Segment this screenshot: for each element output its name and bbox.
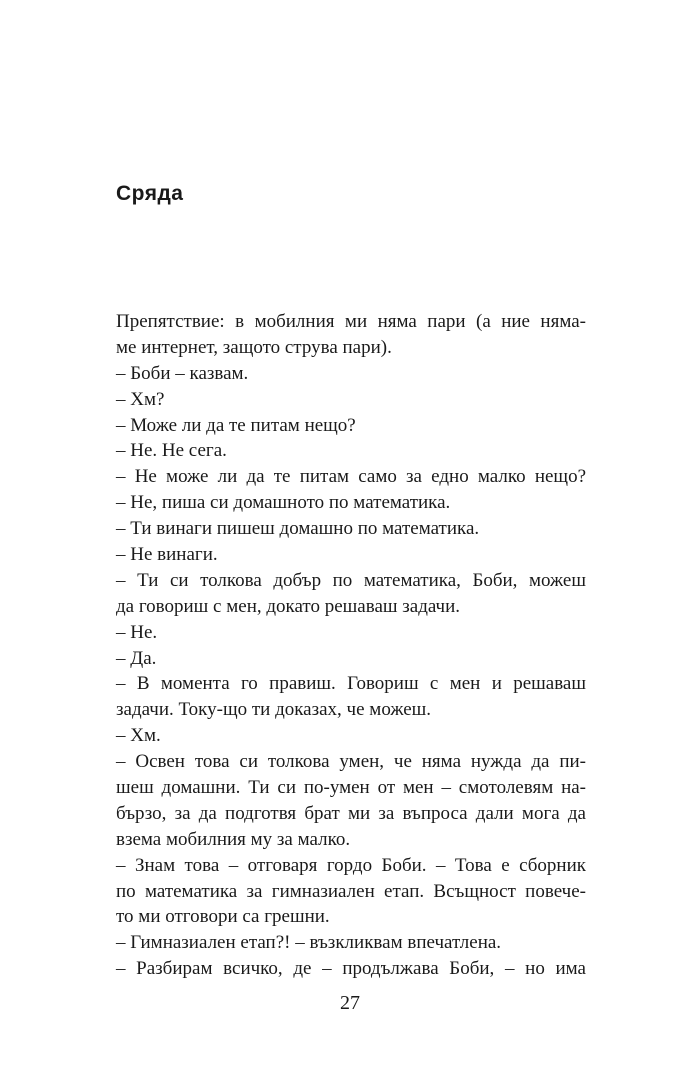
text-line: – Не може ли да те питам само за едно малко нещо? xyxy=(116,466,586,488)
text-line: взема мобилния му за малко. xyxy=(116,828,351,850)
text-line: да говориш с мен, докато решаваш задачи. xyxy=(116,595,461,617)
text-line: бързо, за да подготвя брат ми за въпроса дали мога да xyxy=(116,802,586,824)
text-line: по математика за гимназиален етап. Всъщност повече- xyxy=(116,880,586,902)
text-line: – Освен това си толкова умен, че няма нужда да пи- xyxy=(116,751,586,773)
text-line: – Разбирам всичко, де – продължава Боби, – но има xyxy=(116,958,586,980)
text-line: – Да. xyxy=(116,647,157,669)
text-line: – Гимназиален етап?! – възкликвам впечатлена. xyxy=(116,932,502,954)
text-line: шеш домашни. Ти си по-умен от мен – смотолевям на- xyxy=(116,777,586,799)
body-text xyxy=(116,309,586,982)
text-line: ме интернет, защото струва пари). xyxy=(116,336,392,358)
text-line: – Ти си толкова добър по математика, Боби, можеш xyxy=(116,569,586,591)
text-line: – Боби – казвам. xyxy=(116,362,249,384)
text-line: – Знам това – отговаря гордо Боби. – Това е сборник xyxy=(116,854,586,876)
text-line: – Не. xyxy=(116,621,158,643)
page-number: 27 xyxy=(340,992,360,1014)
text-line: Препятствие: в мобилния ми няма пари (а ние няма- xyxy=(116,311,586,332)
text-line: – В момента го правиш. Говориш с мен и решаваш xyxy=(116,673,586,695)
text-line: то ми отговори са грешни. xyxy=(116,906,330,928)
text-line: – Не. Не сега. xyxy=(116,440,227,462)
text-line: – Хм. xyxy=(116,725,161,747)
text-line: – Хм? xyxy=(116,388,165,410)
text-line: – Не винаги. xyxy=(116,544,218,566)
text-line: – Не, пиша си домашното по математика. xyxy=(116,492,451,514)
text-line: задачи. Току-що ти доказах, че можеш. xyxy=(116,699,432,721)
text-line: – Ти винаги пишеш домашно по математика. xyxy=(116,518,480,540)
text-line: – Може ли да те питам нещо? xyxy=(116,414,356,436)
chapter-title: Сряда xyxy=(116,182,184,205)
